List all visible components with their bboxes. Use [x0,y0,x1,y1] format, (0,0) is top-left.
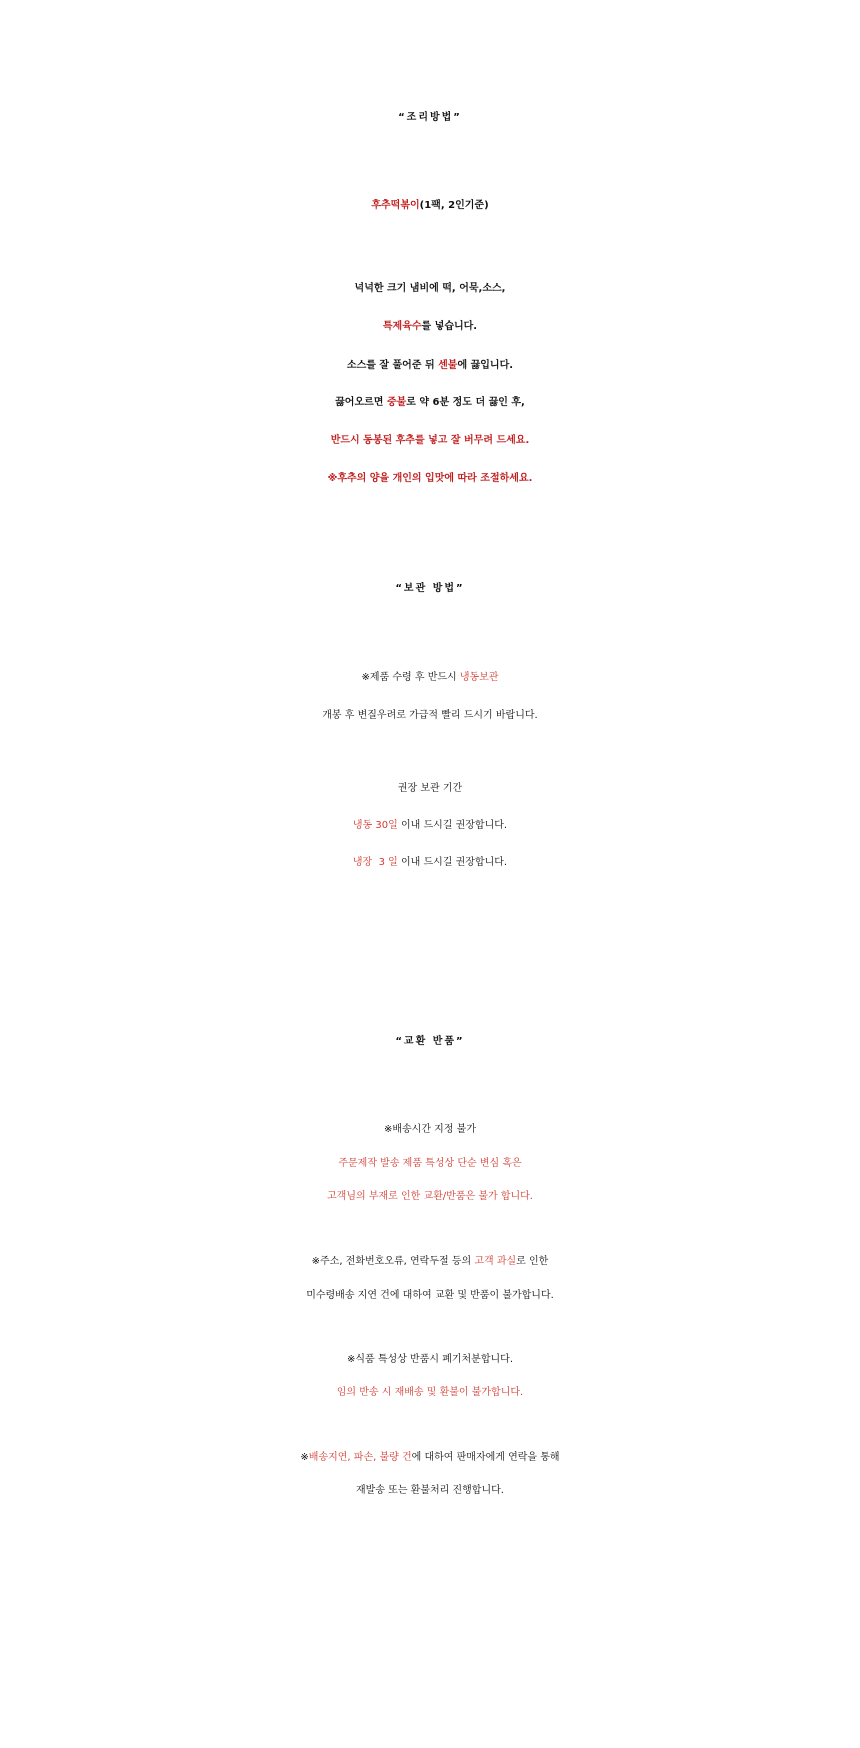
storage-line-2: 개봉 후 변질우려로 가급적 빨리 드시기 바랍니다. [322,710,538,721]
customer-fault: 고객 과실 [474,1256,517,1267]
storage-refrigerated-text: 이내 드시길 권장합니다. [397,857,508,868]
exchange-line-9: 재발송 또는 환불처리 진행합니다. [356,1485,504,1496]
cooking-step-4 [0,397,860,409]
cooking-step-3 [0,360,860,372]
frozen-storage: 냉동보관 [459,672,499,683]
storage-title: “보관 방법” [395,583,465,594]
damage-cases: 배송지연, 파손, 불량 건 [308,1452,412,1463]
exchange-line-7: 임의 반송 시 재배송 및 환불이 불가합니다. [336,1387,524,1398]
high-heat: 센불 [438,360,458,371]
storage-line-1 [0,672,860,684]
cooking-note: ※후추의 양을 개인의 입맛에 따라 조절하세요. [327,473,533,484]
cooking-subtitle [0,200,860,212]
cooking-step-5: 반드시 동봉된 후추를 넣고 잘 버무려 드세요. [330,435,530,446]
exchange-line-3: 고객님의 부재로 인한 교환/반품은 불가 합니다. [327,1191,533,1202]
cooking-step-1: 넉넉한 크기 냄비에 떡, 어묵,소스, [354,283,506,294]
cooking-step-4-text-a: 끓어오르면 [335,397,387,408]
storage-refrigerated [0,857,860,869]
exchange-line-8-text: 에 대하여 판매자에게 연락을 통해 [411,1452,560,1463]
exchange-line-1: ※배송시간 지정 불가 [383,1124,477,1135]
exchange-title: “교환 반품” [395,1036,465,1047]
exchange-line-4 [0,1256,860,1268]
frozen-period: 냉동 30일 [352,820,398,831]
product-name: 후추떡볶이 [371,200,420,211]
exchange-line-8 [0,1452,860,1464]
exchange-line-6: ※식품 특성상 반품시 폐기처분합니다. [347,1354,513,1365]
refrigerated-period: 냉장 3 일 [352,857,398,868]
cooking-step-2-text: 를 넣습니다. [421,321,478,332]
cooking-step-4-text-b: 로 약 6분 정도 더 끓인 후, [406,397,525,408]
exchange-line-4-text-a: ※주소, 전화번호오류, 연락두절 등의 [311,1256,475,1267]
serving-info: (1팩, 2인기준) [419,200,489,211]
cooking-step-3-text-a: 소스를 잘 풀어준 뒤 [346,360,439,371]
storage-line-1-text: ※제품 수령 후 반드시 [361,672,460,683]
exchange-line-2: 주문제작 발송 제품 특성상 단순 변심 혹은 [338,1158,522,1169]
storage-period-heading: 권장 보관 기간 [397,783,463,794]
exchange-line-8-mark: ※ [300,1452,309,1463]
cooking-step-2 [0,321,860,333]
storage-frozen [0,820,860,832]
storage-frozen-text: 이내 드시길 권장합니다. [397,820,508,831]
cooking-title: “조리방법” [398,112,462,123]
special-broth: 특제육수 [382,321,422,332]
exchange-line-5: 미수령배송 지연 건에 대하여 교환 및 반품이 불가합니다. [306,1290,554,1301]
exchange-line-4-text-b: 로 인한 [516,1256,549,1267]
cooking-step-3-text-b: 에 끓입니다. [457,360,514,371]
medium-heat: 중불 [386,397,407,408]
